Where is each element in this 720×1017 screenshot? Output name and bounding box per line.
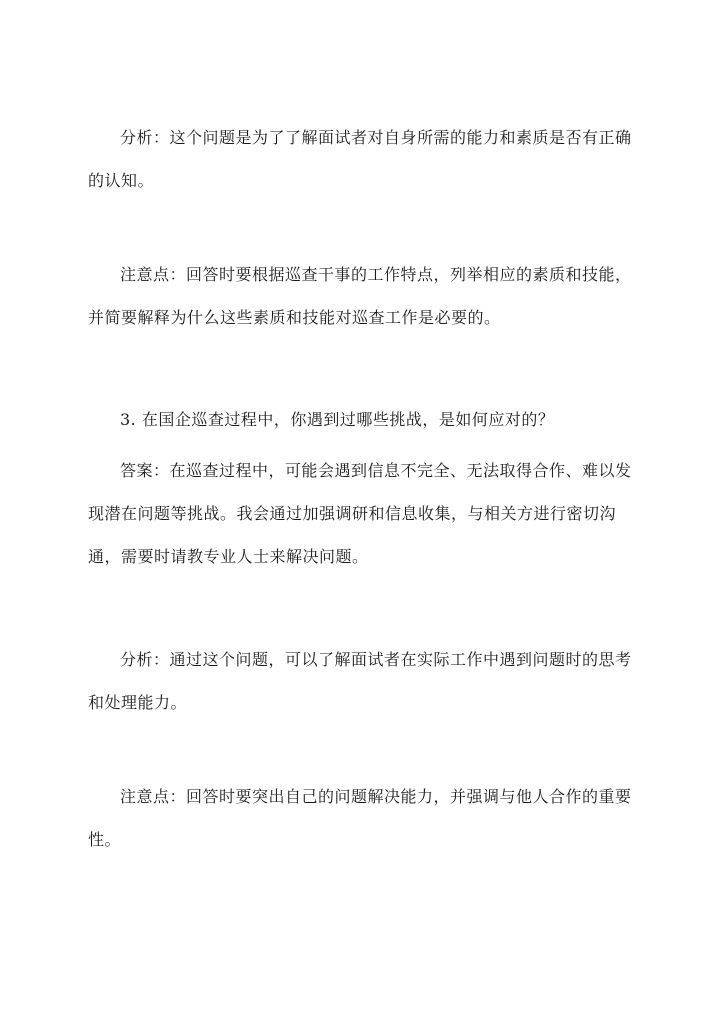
note-paragraph: 注意点：回答时要根据巡查干事的工作特点，列举相应的素质和技能，并简要解释为什么这些素质和技能对巡查工作是必要的。: [88, 265, 632, 327]
analysis-paragraph: 分析：这个问题是为了了解面试者对自身所需的能力和素质是否有正确的认知。: [88, 128, 632, 190]
answer-paragraph: 答案：在巡查过程中，可能会遇到信息不完全、无法取得合作、难以发现潜在问题等挑战。我会通过加强调研和信息收集，与相关方进行密切沟通，需要时请教专业人士来解决问题。: [88, 461, 632, 566]
question-paragraph: 3. 在国企巡查过程中，你遇到过哪些挑战，是如何应对的？: [120, 410, 555, 429]
analysis-paragraph: 分析：通过这个问题，可以了解面试者在实际工作中遇到问题时的思考和处理能力。: [88, 650, 632, 712]
note-paragraph: 注意点：回答时要突出自己的问题解决能力，并强调与他人合作的重要性。: [88, 787, 632, 849]
